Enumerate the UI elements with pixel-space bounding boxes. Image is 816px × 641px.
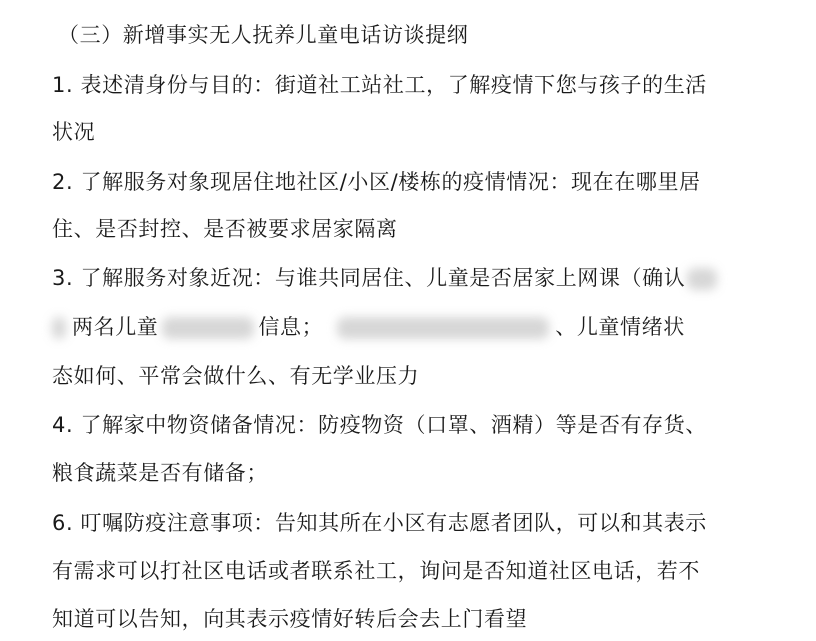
item-3-line-2-text-a: 两名儿童 [72, 315, 159, 339]
item-6-line-3: 知道可以告知，向其表示疫情好转后会去上门看望 [52, 607, 528, 631]
item-3-line-2 [52, 312, 685, 342]
item-1-line-2: 状况 [52, 120, 96, 144]
item-3-line-2-text-c: 、儿童情绪状 [555, 315, 685, 339]
item-4-line-1: 4. 了解家中物资储备情况：防疫物资（口罩、酒精）等是否有存货、 [52, 413, 707, 437]
item-3-line-1-text: 3. 了解服务对象近况：与谁共同居住、儿童是否居家上网课（确认 [52, 266, 686, 290]
item-3-line-3: 态如何、平常会做什么、有无学业压力 [52, 364, 420, 388]
redacted-region [337, 317, 549, 339]
redacted-region [687, 268, 717, 290]
item-3-line-1 [52, 263, 717, 293]
item-6-line-2: 有需求可以打社区电话或者联系社工，询问是否知道社区电话，若不 [52, 559, 700, 583]
item-2-line-2: 住、是否封控、是否被要求居家隔离 [52, 217, 398, 241]
item-1-line-1: 1. 表述清身份与目的：街道社工站社工，了解疫情下您与孩子的生活 [52, 73, 707, 97]
item-6-line-1: 6. 叮嘱防疫注意事项：告知其所在小区有志愿者团队，可以和其表示 [52, 511, 707, 535]
redacted-region [162, 317, 254, 339]
section-heading: （三）新增事实无人抚养儿童电话访谈提纲 [58, 23, 469, 47]
item-2-line-1: 2. 了解服务对象现居住地社区/小区/楼栋的疫情情况：现在在哪里居 [52, 170, 701, 194]
item-4-line-2: 粮食蔬菜是否有储备； [52, 461, 268, 485]
redacted-region [52, 317, 66, 339]
item-3-line-2-text-b: 信息； [258, 315, 324, 339]
